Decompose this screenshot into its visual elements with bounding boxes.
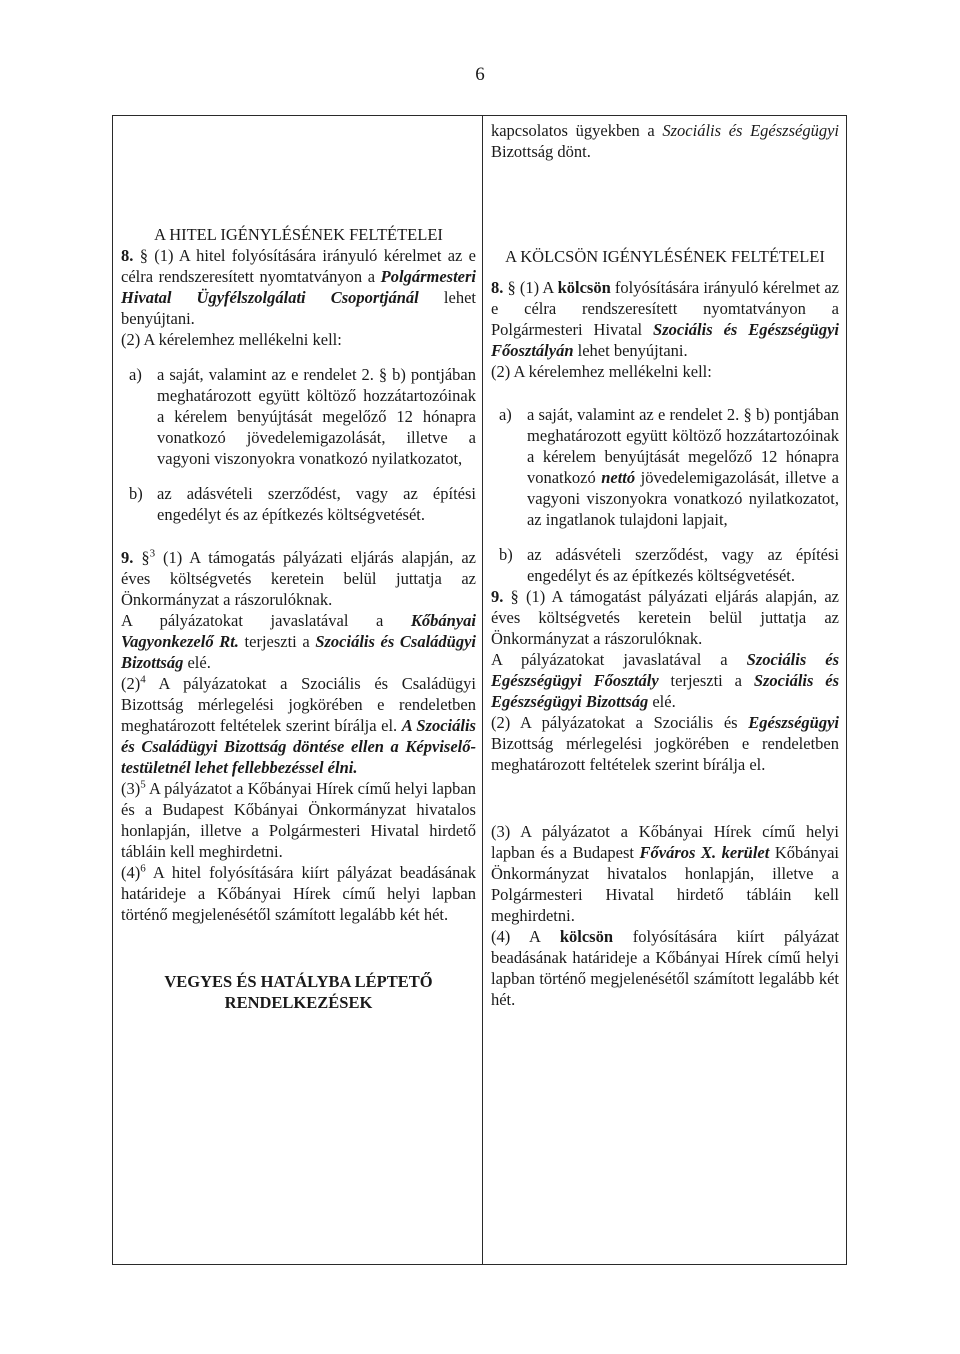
right-item-a-pre: a saját, valamint az e rendelet 2. § b) pontjában meghatározott együtt költöző hozzátartozóinak a kérelem benyújtását megelőző 12 hónapra vonatkozó [526,405,839,487]
left-s9-footnote-5: 5 [140,778,146,791]
left-s9-p2-appeal: A Szociális és Családügyi Bizottság döntése ellen a Képviselő-testületnél lehet fellebbezéssel élni. [121,716,476,777]
left-heading-hitel: A HITEL IGÉNYLÉSÉNEK FELTÉTELEI [154,225,443,244]
left-s8-p1-tail: lehet benyújtani. [121,288,476,328]
left-s9-p4-text: A hitel folyósítására kiírt pályázat beadásának határideje a Kőbányai Hírek című helyi lapban történő megjelenésétől számított legalább két hét. [121,863,476,924]
right-item-a-post: jövedelemigazolását, illetve a vagyoni viszonyokra vonatkozó nyilatkozatot, az ingatlanok tulajdoni lapjait, [526,468,840,529]
left-s9-p1b-org: Kőbányai Vagyonkezelő Rt. [121,611,476,651]
right-s9-p4 [491,926,839,1010]
left-s9-p4-num: (4) [121,863,141,882]
right-s9-p4-pre: (4) A [490,927,560,946]
left-s9-p2-text: A pályázatokat a Szociális és Családügyi Bizottság mérlegelési jogkörében e rendeletben meghatározott feltételek szerint bírálja el. [121,674,476,735]
right-s8-num: 8. [490,278,504,297]
right-s9-p2-egeszsegugyi: Egészségügyi [748,713,839,732]
right-s9-p1-text: § (1) A támogatást pályázati eljárás alapján, az éves költségvetés keretein belül juttatja az Önkormányzat a rászorulóknak. [490,587,839,648]
right-s8-p1-kolcson: kölcsön [557,278,611,297]
left-s8-p2: (2) A kérelemhez mellékelni kell: [121,330,342,349]
left-s9-footnote-6: 6 [140,862,146,875]
left-s9-p1b-mid: terjeszti a [238,632,316,651]
right-item-a [499,404,839,530]
right-s9-num: 9. [490,587,504,606]
left-s9-footnote-4: 4 [140,673,146,686]
left-heading-vegyes: VEGYES ÉS HATÁLYBA LÉPTETŐ RENDELKEZÉSEK [164,972,433,1012]
right-s9-p1b-dept: Szociális és Egészségügyi Főosztály [490,650,839,690]
left-item-a [129,364,476,469]
left-item-b-text: az adásvételi szerződést, vagy az építési engedélyt és az építkezés költségvetését. [157,484,476,524]
right-s8-p1-b: folyósítására irányuló kérelmet az e célra rendszeresített nyomtatványon a Polgármesteri Hivatal [490,278,840,339]
left-s9-p1b-pre: A pályázatokat javaslatával a [121,611,411,630]
left-s9-p1b-post: elé. [183,653,211,672]
right-item-b-text: az adásvételi szerződést, vagy az építési engedélyt és az építkezés költségvetését. [526,545,839,585]
left-s9-footnote-3: 3 [149,547,156,560]
right-s9-p3-pre: (3) A pályázatot a Kőbányai Hírek című helyi lapban és a Budapest [490,822,839,862]
left-s8-p1 [121,245,476,329]
left-item-a-text: a saját, valamint az e rendelet 2. § b) pontjában meghatározott együtt költöző hozzátartozóinak a kérelem benyújtását megelőző 12 hónapra vonatkozó jövedelemigazolását, illetve a vagyoni viszonyokra vonatkozó nyilatkozatot, [157,365,476,468]
right-s9-p1b-post: elé. [648,692,676,711]
left-s9-p1-text: (1) A támogatás pályázati eljárás alapján, az éves költségvetés keretein belül juttatja az Önkormányzat a rászorulóknak. [121,548,476,609]
right-s8-p1-c: lehet benyújtani. [573,341,688,360]
page-number: 6 [475,64,485,85]
left-s9-p1b-committee: Szociális és Családügyi Bizottság [121,632,476,672]
right-item-b [499,544,839,586]
right-s9-p1b [491,649,839,712]
right-heading-kolcson: A KÖLCSÖN IGÉNYLÉSÉNEK FELTÉTELEI [505,247,825,266]
left-s9-p3 [121,778,476,862]
left-s9-p2 [121,673,476,778]
right-s8-p2: (2) A kérelemhez mellékelni kell: [490,362,712,381]
left-item-b-label: b) [129,484,143,503]
right-intro-post: Bizottság dönt. [490,142,591,161]
left-s9-p3-text: A pályázatot a Kőbányai Hírek című helyi lapban és a Budapest Kőbányai Önkormányzat hivatalos honlapján, illetve a Polgármesteri Hivatal hirdető tábláin kell meghirdetni. [121,779,476,861]
right-intro [491,120,839,162]
left-s9-p1b [121,610,476,673]
right-item-a-text [527,404,839,530]
right-s9-p1 [491,586,839,649]
left-item-b [129,483,476,525]
right-s9-p4-kolcson: kölcsön [559,927,613,946]
right-s9-p3-district: Főváros X. kerület [639,843,770,862]
right-s9-p1b-pre: A pályázatokat javaslatával a [490,650,747,669]
right-s8-p1-a: § (1) A [507,278,558,297]
left-column [113,116,483,1264]
right-item-a-label: a) [498,405,512,424]
right-s9-p1b-mid: terjeszti a [658,671,754,690]
left-s8-num: 8. [121,246,134,265]
right-s9-p2 [491,712,839,775]
right-item-b-label: b) [498,545,513,564]
left-s9-num: 9. [121,548,134,567]
right-column [483,116,846,1264]
right-s9-p3 [491,821,839,926]
left-s9-p2-num: (2) [121,674,141,693]
right-s8-p1-dept: Szociális és Egészségügyi Főosztályán [490,320,839,360]
right-s9-p3-post: Kőbányai Önkormányzat hivatalos honlapján, illetve a Polgármesteri Hivatal hirdető tábláin kell meghirdetni. [490,843,839,925]
left-s8-p1-office: Polgármesteri Hivatal Ügyfélszolgálati Csoportjánál [121,267,476,307]
right-intro-committee: Szociális és Egészségügyi [662,121,840,140]
right-s8-p1 [491,277,839,361]
right-item-a-netto: nettó [601,468,636,487]
left-s9-p1: 9. §$^3$ (1) A támogatás pályázati eljárás alapján, az éves költségvetés keretein belül juttatja az Önkormányzat a rászorulóknak. [121,547,476,609]
left-item-a-label: a) [129,365,142,384]
right-s9-p2-pre: (2) A pályázatokat a Szociális és [490,713,749,732]
comparison-table [112,115,847,1265]
left-s9-p3-num: (3) [121,779,141,798]
left-s9-p4 [121,862,476,925]
right-s9-p4-post: folyósítására kiírt pályázat beadásának határideje a Kőbányai Hírek című helyi lapban történő megjelenésétől számított legalább két hét. [490,927,839,1009]
right-intro-pre: kapcsolatos ügyekben a [490,121,663,140]
left-s8-p1-text: § (1) A hitel folyósítására irányuló kérelmet az e célra rendszeresített nyomtatványon a [121,246,476,286]
right-s9-p1b-committee: Szociális és Egészségügyi Bizottság [490,671,840,711]
right-s9-p2-post: Bizottság mérlegelési jogkörében e rendeletben meghatározott feltételek szerint bírálja el. [490,734,839,774]
